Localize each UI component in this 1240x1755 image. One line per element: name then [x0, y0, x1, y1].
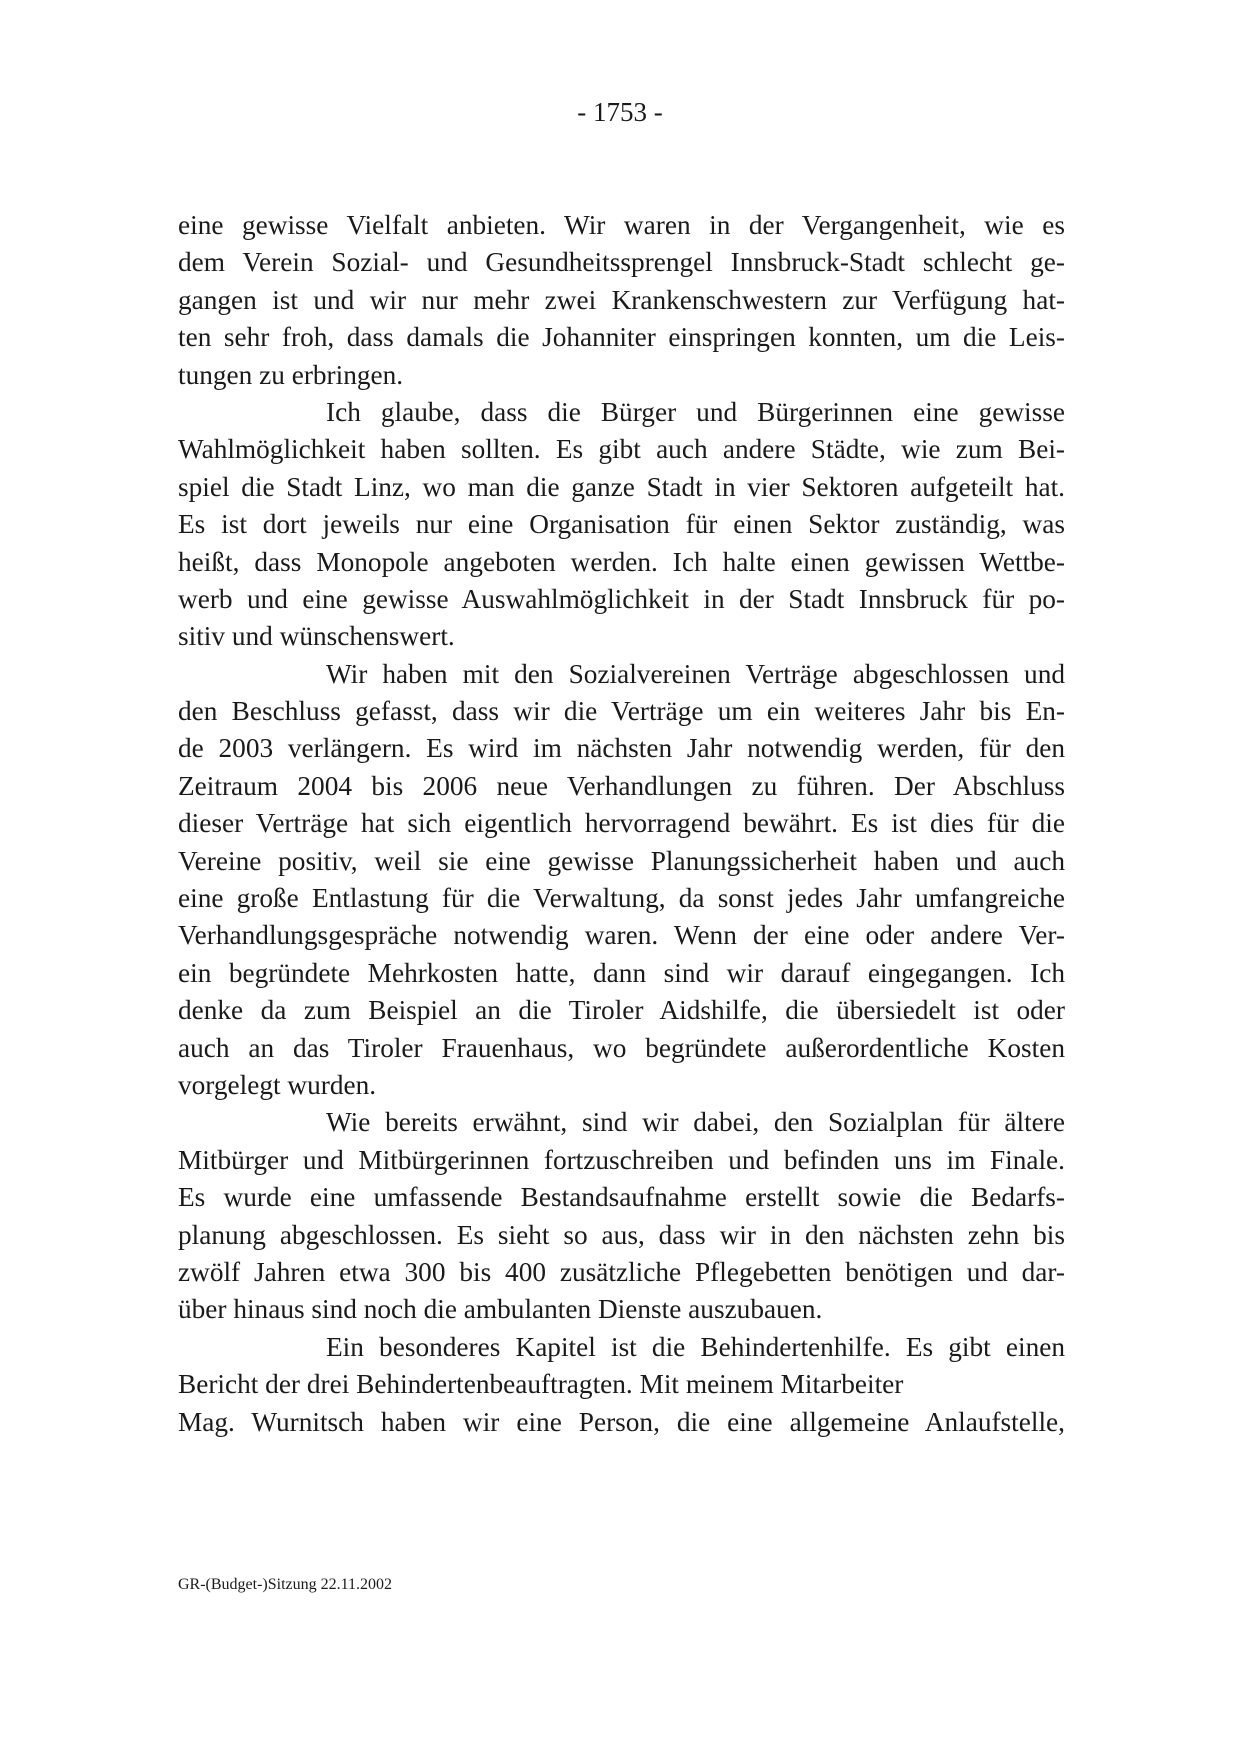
- page-number: - 1753 -: [577, 97, 663, 127]
- text-line: gangen ist und wir nur mehr zwei Krankenschwestern zur Verfügung hat-: [178, 284, 1065, 315]
- text-line: Zeitraum 2004 bis 2006 neue Verhandlungen zu führen. Der Abschluss: [178, 770, 1065, 801]
- text-line: de 2003 verlängern. Es wird im nächsten Jahr notwendig werden, für den: [178, 733, 1065, 764]
- text-line: heißt, dass Monopole angeboten werden. Ich halte einen gewissen Wettbe-: [178, 546, 1065, 577]
- text-line: über hinaus sind noch die ambulanten Dienste auszubauen.: [178, 1294, 823, 1325]
- text-line: Verhandlungsgespräche notwendig waren. Wenn der eine oder andere Ver-: [178, 920, 1065, 951]
- footer-session-date: GR-(Budget-)Sitzung 22.11.2002: [178, 1576, 393, 1593]
- text-line: ten sehr froh, dass damals die Johanniter einspringen konnten, um die Leis-: [178, 322, 1065, 353]
- text-line: tungen zu erbringen.: [178, 359, 404, 390]
- text-line: werb und eine gewisse Auswahlmöglichkeit in der Stadt Innsbruck für po-: [178, 583, 1065, 614]
- text-line: Es ist dort jeweils nur eine Organisation für einen Sektor zuständig, was: [178, 509, 1065, 540]
- text-line: Bericht der drei Behindertenbeauftragten. Mit meinem Mitarbeiter: [178, 1369, 904, 1400]
- text-line: ein begründete Mehrkosten hatte, dann sind wir darauf eingegangen. Ich: [178, 957, 1065, 988]
- paragraph: [178, 394, 1065, 656]
- text-line: Ein besonderes Kapitel ist die Behindertenhilfe. Es gibt einen: [326, 1331, 1065, 1362]
- paragraph: [178, 207, 1065, 394]
- text-line: dieser Verträge hat sich eigentlich hervorragend bewährt. Es ist dies für die: [178, 808, 1065, 839]
- text-line: dem Verein Sozial- und Gesundheitssprengel Innsbruck-Stadt schlecht ge-: [178, 247, 1065, 278]
- text-line: Ich glaube, dass die Bürger und Bürgerinnen eine gewisse: [326, 396, 1065, 427]
- text-line: Mag. Wurnitsch haben wir eine Person, die eine allgemeine Anlaufstelle,: [178, 1406, 1065, 1437]
- text-line: den Beschluss gefasst, dass wir die Verträge um ein weiteres Jahr bis En-: [178, 696, 1065, 727]
- paragraph: [178, 656, 1065, 1105]
- text-line: sitiv und wünschenswert.: [178, 621, 455, 652]
- text-line: Es wurde eine umfassende Bestandsaufnahme erstellt sowie die Bedarfs-: [178, 1182, 1065, 1213]
- text-line: Wahlmöglichkeit haben sollten. Es gibt auch andere Städte, wie zum Bei-: [178, 434, 1065, 465]
- text-line: eine gewisse Vielfalt anbieten. Wir waren in der Vergangenheit, wie es: [178, 210, 1065, 240]
- text-line: Vereine positiv, weil sie eine gewisse Planungssicherheit haben und auch: [178, 845, 1065, 876]
- text-line: vorgelegt wurden.: [178, 1069, 377, 1100]
- text-line: Mitbürger und Mitbürgerinnen fortzuschreiben und befinden uns im Finale.: [178, 1144, 1065, 1175]
- paragraph: [178, 1104, 1065, 1328]
- document-body: [178, 207, 1065, 1441]
- text-line: Wie bereits erwähnt, sind wir dabei, den Sozialplan für ältere: [326, 1107, 1065, 1138]
- paragraph: [178, 1329, 1065, 1441]
- text-line: zwölf Jahren etwa 300 bis 400 zusätzliche Pflegebetten benötigen und dar-: [178, 1256, 1065, 1287]
- text-line: planung abgeschlossen. Es sieht so aus, dass wir in den nächsten zehn bis: [178, 1219, 1065, 1250]
- text-line: spiel die Stadt Linz, wo man die ganze Stadt in vier Sektoren aufgeteilt hat.: [178, 471, 1065, 502]
- text-line: denke da zum Beispiel an die Tiroler Aidshilfe, die übersiedelt ist oder: [178, 995, 1065, 1026]
- text-line: Wir haben mit den Sozialvereinen Verträge abgeschlossen und: [326, 658, 1065, 689]
- text-line: eine große Entlastung für die Verwaltung, da sonst jedes Jahr umfangreiche: [178, 883, 1065, 914]
- text-line: auch an das Tiroler Frauenhaus, wo begründete außerordentliche Kosten: [178, 1032, 1065, 1063]
